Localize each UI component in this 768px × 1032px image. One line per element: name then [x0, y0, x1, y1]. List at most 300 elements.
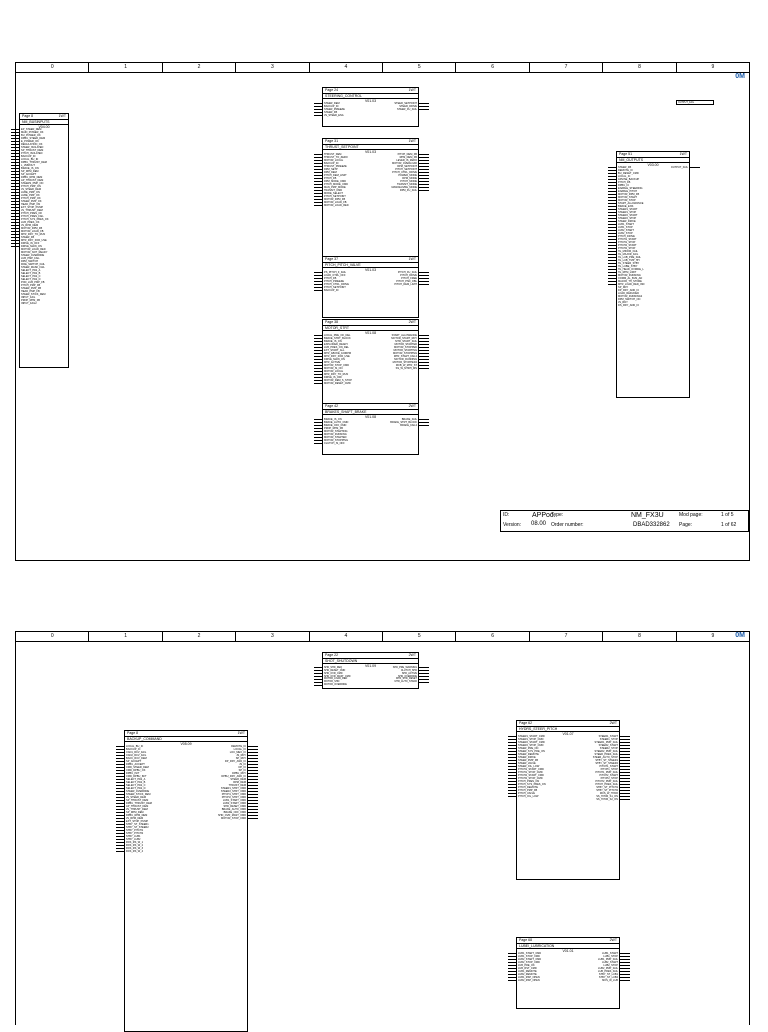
input-wire — [608, 239, 616, 240]
block-name: BRAKES_SHAFT_BRAKE — [323, 410, 418, 415]
output-pin-label: BRAKE_AUTO_CMD — [221, 808, 246, 811]
input-wire — [314, 193, 322, 194]
input-pin-label: AP_THRUST_DEM — [126, 805, 149, 808]
input-pin-label: PITCH2_START_CMD — [518, 774, 544, 777]
block-version: V01.03 — [364, 99, 377, 103]
input-wire — [11, 180, 19, 181]
input-wire — [508, 790, 516, 791]
input-pin-label: STEER_DRIVE — [618, 220, 636, 223]
input-pin-label: BRAKE_IS_ON — [324, 340, 342, 343]
input-wire — [116, 806, 124, 807]
output-pin-label: REMOTE_IC — [231, 745, 246, 748]
input-wire — [314, 106, 322, 107]
output-pin-label: STEER2_STRT_CMD — [220, 790, 246, 793]
input-pin-label: MOTOR_LOCAL — [324, 159, 344, 162]
input-wire — [508, 971, 516, 972]
output-wire — [620, 799, 630, 800]
output-pin-label: PITCH_MODE — [400, 180, 417, 183]
output-pin-label: LUB1_START — [602, 952, 618, 955]
block-page-ref: Page 51 — [619, 152, 633, 156]
input-pin-label: BRAKE_STRT_BLOCK — [324, 337, 351, 340]
output-wire — [419, 181, 429, 182]
input-wire — [508, 736, 516, 737]
output-pin-label: STEER2_PMP_FAIL — [594, 750, 618, 753]
input-pin-label: HL_MINOR_FAIL — [618, 250, 638, 253]
input-pin-label: LUBE_PMP_OK — [21, 194, 40, 197]
input-pin-label: REMOTE_IC — [618, 169, 633, 172]
input-pin-label: HL_HEAD_OVRIDE_L — [618, 268, 644, 271]
block-version: V03.00 — [647, 163, 659, 167]
input-pin-label: LOCAL_BU_ID — [21, 158, 39, 161]
output-wire — [419, 163, 429, 164]
input-pin-label: BACKUP_ID — [324, 162, 339, 165]
input-pin-label: STEER_VALVE — [518, 762, 536, 765]
output-wire — [419, 166, 429, 167]
input-wire — [11, 141, 19, 142]
block-header — [323, 88, 418, 94]
block-pin-list — [323, 418, 418, 445]
input-pin-label: DRIVE_MAIN_ON — [324, 358, 345, 361]
block-pin-row — [323, 684, 418, 687]
input-pin-label: JS_RDY — [618, 301, 628, 304]
column-label: 1 — [89, 63, 162, 72]
input-pin-label: DPBU_THRUST_DEM — [126, 802, 152, 805]
input-pin-label: ENABLE_STEERING — [618, 187, 643, 190]
input-wire — [608, 218, 616, 219]
column-label: 2 — [163, 63, 236, 72]
input-pin-label: STEER_FB — [21, 236, 35, 239]
input-wire — [314, 341, 322, 342]
output-pin-label: STBY_ST_LUB2 — [598, 976, 618, 979]
order-value: DBAD332862 — [633, 522, 670, 528]
input-wire — [11, 177, 19, 178]
input-wire — [608, 209, 616, 210]
block-ref-code: 2WT — [408, 404, 416, 408]
id-value: APPoo — [532, 512, 554, 519]
input-wire — [314, 440, 322, 441]
input-pin-label: LUB1_RSP_OPEN — [518, 976, 540, 979]
output-wire — [248, 800, 258, 801]
input-pin-label: DP_RDY_AND_IC — [618, 289, 640, 292]
output-pin-label: RPM_FU_FAIL — [399, 189, 417, 192]
output-pin-label: PITCH_FREE — [401, 277, 417, 280]
block-pin-row — [323, 442, 418, 445]
output-wire — [419, 103, 429, 104]
input-pin-label: BRAKE_IS_ON — [21, 167, 39, 170]
input-wire — [508, 769, 516, 770]
output-wire — [620, 787, 630, 788]
input-wire — [314, 112, 322, 113]
block-version: V01.08 — [364, 415, 377, 419]
input-wire — [608, 272, 616, 273]
block-header — [323, 653, 418, 659]
input-wire — [11, 216, 19, 217]
input-wire — [314, 190, 322, 191]
output-wire — [620, 956, 630, 957]
function-block — [322, 87, 419, 127]
output-pin-label: MOTOR_OVERLOAD — [391, 162, 417, 165]
input-wire — [116, 839, 124, 840]
input-wire — [116, 773, 124, 774]
input-wire — [314, 422, 322, 423]
input-wire — [11, 147, 19, 148]
output-pin-label: LUB_PRES_FAIL — [598, 970, 618, 973]
output-wire — [248, 773, 258, 774]
input-wire — [508, 980, 516, 981]
input-pin-label: SP_ACCEPT — [21, 173, 37, 176]
input-wire — [608, 230, 616, 231]
input-wire — [608, 203, 616, 204]
block-ref-code: 1WT — [237, 731, 245, 735]
output-wire — [248, 755, 258, 756]
column-label: 7 — [530, 63, 603, 72]
output-pin-label: BRAKE_STRT_BLOCK — [390, 421, 417, 424]
input-wire — [314, 287, 322, 288]
input-pin-label: SELECT_PAS_A — [21, 269, 41, 272]
output-pin-label: MOTOR_STARTING — [393, 349, 417, 352]
block-header — [323, 257, 418, 263]
input-wire — [314, 284, 322, 285]
block-pin-row — [20, 302, 68, 305]
diagram-sheet-1 — [15, 62, 750, 561]
input-pin-label: STEER_PMP_FB — [21, 287, 42, 290]
output-pin-label: PITCH1_START — [599, 765, 618, 768]
input-wire — [11, 243, 19, 244]
column-label: 0 — [16, 63, 89, 72]
input-wire — [11, 144, 19, 145]
output-pin-label: LUB2_STOP — [603, 964, 618, 967]
input-pin-label: STEER_REMOTE — [518, 753, 539, 756]
input-pin-label: BACKUP_IC — [126, 748, 141, 751]
output-wire — [419, 187, 429, 188]
input-wire — [11, 213, 19, 214]
input-pin-label: MOTOR_START — [618, 196, 637, 199]
input-wire — [314, 175, 322, 176]
block-name: STEERING_CONTROL — [323, 94, 418, 99]
output-wire — [620, 971, 630, 972]
input-pin-label: SP_THRUST_DEM — [126, 799, 149, 802]
input-pin-label: BU_POWER_OK — [21, 134, 41, 137]
input-wire — [314, 377, 322, 378]
input-wire — [11, 204, 19, 205]
output-wire — [620, 745, 630, 746]
input-pin-label: SELECT_PAS_C — [126, 784, 146, 787]
output-pin-label: LUB2_START_CMD — [222, 802, 246, 805]
input-pin-label: LUB2_STOP_CMD — [518, 961, 540, 964]
function-block — [19, 113, 69, 368]
input-wire — [314, 368, 322, 369]
output-pin-label: SS_HYDR_S2_ON — [596, 798, 618, 801]
block-page-ref: Page 8 — [22, 114, 34, 118]
input-wire — [314, 670, 322, 671]
output-fail-signal: OUTPUT_FAIL — [676, 100, 714, 105]
input-wire — [116, 836, 124, 837]
input-pin-label: PITCH_FB — [618, 181, 631, 184]
input-pin-label: STEER_SYS_PRE_ON — [518, 750, 545, 753]
input-pin-label: PITCH1_STOP — [618, 241, 636, 244]
column-label: 7 — [530, 632, 603, 641]
output-pin-label: STBY_ST_PITCH1 — [596, 786, 618, 789]
column-label: 9 — [711, 64, 715, 70]
output-pin-label: DPBU_RDY — [232, 772, 246, 775]
input-pin-label: MTR_ABOVE_100RPM — [324, 352, 352, 355]
output-pin-label: MOTOR_RUNNING — [394, 358, 417, 361]
input-wire — [116, 746, 124, 747]
block-name: PITCH_PITCH_VALVE — [323, 263, 418, 268]
block-name: NM_OUTPUTS — [617, 158, 689, 163]
input-wire — [608, 242, 616, 243]
input-wire — [116, 797, 124, 798]
output-wire — [248, 806, 258, 807]
input-wire — [314, 350, 322, 351]
input-wire — [608, 182, 616, 183]
input-pin-label: TRANSIT_CMD — [324, 189, 343, 192]
input-wire — [314, 181, 322, 182]
input-wire — [116, 824, 124, 825]
input-pin-label: RPM_DEM — [324, 171, 337, 174]
input-pin-label: STEER_STICK_DEM — [126, 793, 151, 796]
input-pin-label: DPBU_RPM_DEM — [126, 814, 148, 817]
column-label: 3 — [236, 63, 309, 72]
input-wire — [11, 240, 19, 241]
output-wire — [419, 184, 429, 185]
input-wire — [314, 290, 322, 291]
block-pin-row — [323, 382, 418, 385]
block-pin-list — [323, 102, 418, 117]
input-pin-label: STBY_ST_STEER1 — [126, 823, 149, 826]
input-wire — [608, 200, 616, 201]
input-pin-label: STBY_ST_STEER2 — [126, 826, 149, 829]
input-pin-label: MOTOR_LOAD_RED — [324, 677, 348, 681]
block-version: V01.03 — [364, 268, 377, 272]
function-block — [616, 151, 690, 398]
input-wire — [314, 428, 322, 429]
output-pin-label: MOTOR_STOPPED2 — [392, 361, 417, 364]
output-wire — [248, 785, 258, 786]
input-pin-label: MAIN_POWER_OK — [21, 131, 44, 134]
input-pin-label: PITCH_PMP_OK — [21, 197, 41, 200]
input-pin-label: POD_LUB_PMP_FB — [21, 281, 45, 284]
input-wire — [11, 171, 19, 172]
block-version: V05.09 — [180, 742, 192, 746]
input-wire — [508, 754, 516, 755]
input-pin-label: DPBU_ACCEPT — [126, 763, 145, 766]
input-pin-label: CMD_DPBU_INIT — [126, 775, 147, 778]
input-wire — [608, 233, 616, 234]
block-name: LUBEI_LUBRICATION — [517, 944, 619, 949]
input-wire — [11, 183, 19, 184]
input-wire — [314, 365, 322, 366]
input-wire — [314, 103, 322, 104]
input-pin-label: PITCH_MODE_CMD — [324, 183, 348, 186]
output-wire — [419, 676, 429, 677]
output-wire — [248, 767, 258, 768]
input-pin-label: COMM_AL_BUS_AD — [618, 277, 643, 280]
input-wire — [116, 833, 124, 834]
input-pin-label: MAN_PMP_MODE — [324, 186, 346, 189]
output-wire — [419, 154, 429, 155]
input-pin-label: DPBU_IC — [618, 184, 630, 187]
block-pin-row — [517, 979, 619, 982]
input-pin-label: INPUT_FAIL — [21, 296, 36, 299]
output-wire — [620, 796, 630, 797]
input-wire — [116, 800, 124, 801]
input-pin-label: STEER_STICK_DEM — [21, 293, 46, 296]
output-pin-label: MTR_SHD_RESET — [396, 677, 417, 681]
input-wire — [116, 812, 124, 813]
output-wire — [419, 682, 429, 683]
output-pin-label: SS_HYDR_S1_ON — [596, 795, 618, 798]
input-pin-label: FIRE_SWITCH_FAIL — [21, 263, 45, 266]
input-pin-label: JS_THRUST_DEM — [21, 209, 43, 212]
function-block — [124, 730, 248, 1032]
input-pin-label: SELECT_PAS_C — [21, 275, 41, 278]
block-pin-list — [323, 334, 418, 385]
input-pin-label: PITCH_SETPOINT — [324, 286, 346, 289]
output-wire — [248, 782, 258, 783]
output-pin-label: STEER2_START — [598, 744, 618, 747]
input-pin-label: PITCH_CTRL_DRIVE — [324, 283, 349, 286]
input-pin-label: SELECT_PAS_B — [126, 781, 146, 784]
input-pin-label: EXPLODED_READY — [324, 343, 349, 346]
output-wire — [620, 784, 630, 785]
input-pin-label: LUB_PMP_FAIL — [21, 257, 40, 260]
output-wire — [419, 278, 429, 279]
output-wire — [419, 284, 429, 285]
input-pin-label: PITCH_PRES_OK — [21, 212, 43, 215]
output-pin-label: PITCH1_PMP_FAIL — [595, 771, 618, 774]
input-pin-label: LUB2_STOP — [618, 232, 633, 235]
mod-page-value: 1 of 5 — [721, 512, 734, 518]
input-pin-label: MTR_LOAD_RED_IND — [618, 283, 645, 286]
input-wire — [608, 266, 616, 267]
input-wire — [608, 194, 616, 195]
input-pin-label: STEER_FB — [324, 111, 338, 114]
output-wire — [419, 275, 429, 276]
input-pin-label: PITCH1_START_CMD — [518, 768, 544, 771]
input-pin-label: JS_STEER_DEM — [126, 796, 146, 799]
input-pin-label: HL_STEER_STBY — [618, 262, 640, 265]
input-wire — [116, 764, 124, 765]
output-pin-label: SHD_PRE_WARNING — [392, 666, 417, 669]
block-version: V01.09 — [364, 664, 377, 668]
block-pin-row — [517, 798, 619, 801]
input-wire — [11, 231, 19, 232]
input-pin-label: DPBU_INIT — [126, 772, 140, 775]
column-label: 2 — [163, 632, 236, 641]
output-pin-label: SHD_ACTIVE — [401, 671, 417, 675]
input-pin-label: PITCH_PRES_ON — [518, 780, 540, 783]
output-wire — [620, 977, 630, 978]
input-pin-label: PITCH_SETPOINT — [324, 195, 346, 198]
input-pin-label: STEER_MASK_FAIL — [21, 266, 45, 269]
block-header — [517, 938, 619, 944]
output-pin-label: PITCH2_STRT_CMD — [221, 796, 246, 799]
input-wire — [314, 673, 322, 674]
input-pin-label: HL_RPM_LIMIT — [618, 271, 637, 274]
input-pin-label: AP_THRUST_DEM — [21, 179, 44, 182]
column-label: 4 — [310, 632, 383, 641]
id-label: ID: — [503, 512, 510, 518]
input-wire — [508, 739, 516, 740]
column-label: 5 — [383, 632, 456, 641]
input-wire — [314, 371, 322, 372]
input-pin-label: MTR_ACTIVE — [324, 361, 341, 364]
input-pin-label: MOTOR_IS_ON — [324, 367, 343, 370]
column-label: 6 — [456, 632, 529, 641]
input-wire — [314, 166, 322, 167]
input-pin-label: BACKUP_ID — [324, 289, 339, 292]
input-pin-label: DPBU_STEER_DEM — [21, 137, 46, 140]
output-pin-label: SP_IC — [238, 769, 246, 772]
input-pin-label: STEER_OIL_LOW — [518, 765, 540, 768]
input-pin-label: PITCH_PMP_ON — [21, 185, 41, 188]
input-wire — [314, 154, 322, 155]
input-wire — [116, 776, 124, 777]
block-pin-list — [617, 166, 689, 307]
input-wire — [508, 956, 516, 957]
input-pin-label: EXT_STOP_PUMP — [126, 820, 149, 823]
output-pin-label: PITCH_PSD_OBL — [396, 280, 417, 283]
output-pin-label: STEER1_STRT_CMD — [220, 787, 246, 790]
block-version: V04.00 — [38, 125, 50, 129]
output-pin-label: STBY_ST_LUB1 — [598, 973, 618, 976]
output-pin-label: SS_W_MTRH_MN — [395, 367, 417, 370]
output-pin-label: MTR_AUTO_STAND — [394, 680, 417, 684]
input-pin-label: BACK_RCV_DEM — [126, 757, 147, 760]
input-pin-label: STEER_DEM — [324, 102, 340, 105]
input-pin-label: SELECT_PAS_D — [21, 278, 41, 281]
input-wire — [508, 757, 516, 758]
input-wire — [608, 221, 616, 222]
input-pin-label: HEAD_PMP_FB — [21, 290, 40, 293]
input-pin-label: SELECT_PAS_D — [126, 787, 146, 790]
output-wire — [620, 742, 630, 743]
input-wire — [11, 210, 19, 211]
column-label: 9 — [711, 633, 715, 639]
input-pin-label: CAN1_RCV_FAIL — [126, 751, 147, 754]
column-label: 3 — [236, 632, 309, 641]
input-wire — [11, 132, 19, 133]
input-wire — [608, 173, 616, 174]
input-pin-label: EXT_STOP_PUMP — [21, 206, 44, 209]
input-wire — [314, 205, 322, 206]
input-pin-label: SP_RDY — [618, 286, 629, 289]
input-wire — [314, 187, 322, 188]
output-wire — [248, 770, 258, 771]
output-wire — [248, 752, 258, 753]
output-pin-label: LUB2_START — [602, 961, 618, 964]
block-header — [323, 320, 418, 326]
output-pin-label: PITCH1_STOP — [600, 768, 618, 771]
output-wire — [248, 761, 258, 762]
output-pin-label: PITCH_FU_FAIL — [397, 271, 417, 274]
block-page-ref: Page 42 — [325, 404, 339, 408]
mod-page-label: Mod page: — [679, 512, 703, 518]
input-pin-label: STBY_PITCH1 — [126, 829, 144, 832]
output-pin-label: PITCH_DEM_FB — [397, 153, 417, 156]
input-wire — [11, 156, 19, 157]
input-pin-label: BRAKE_AUTO_CMD — [324, 421, 349, 424]
input-pin-label: PITCH2_STOP — [618, 247, 636, 250]
input-wire — [314, 199, 322, 200]
input-wire — [11, 228, 19, 229]
input-wire — [116, 794, 124, 795]
input-pin-label: PITCH_PRIEEZE — [324, 280, 344, 283]
block-header — [617, 152, 689, 158]
input-pin-label: INPUT_FAIL2 — [21, 302, 37, 305]
output-wire — [419, 169, 429, 170]
